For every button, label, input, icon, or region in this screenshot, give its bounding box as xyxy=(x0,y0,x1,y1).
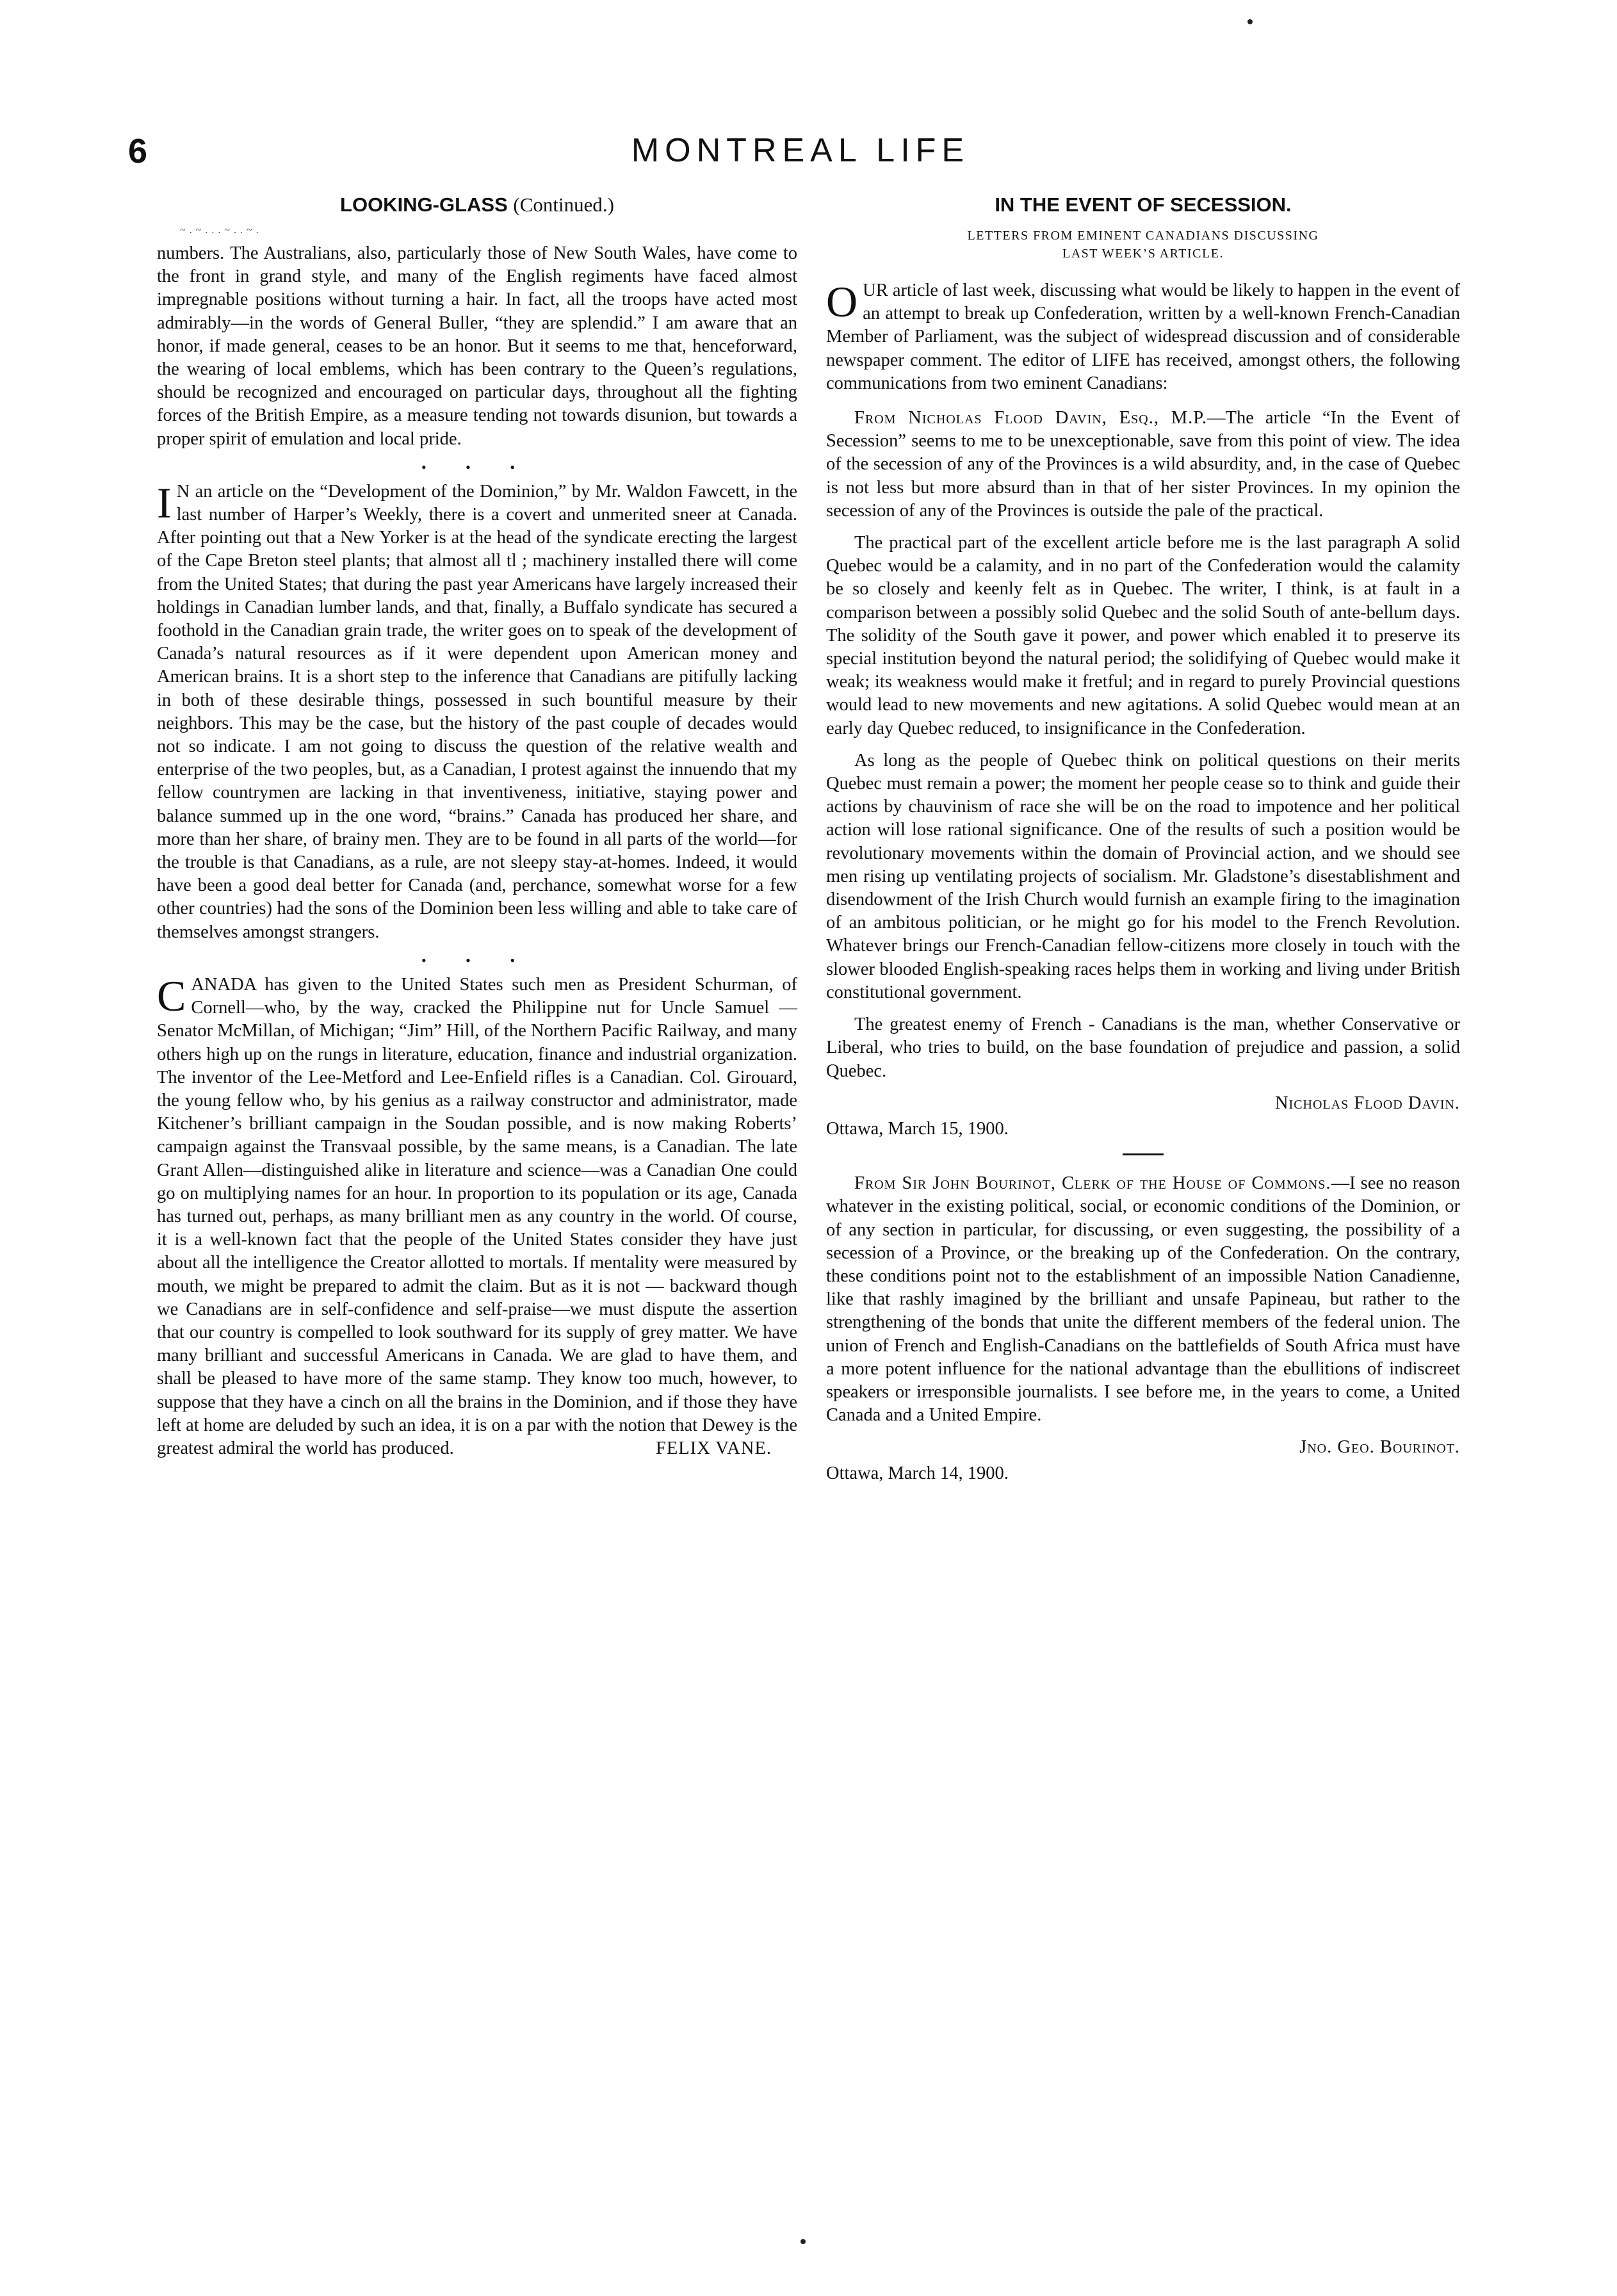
subheading-line-1: LETTERS FROM EMINENT CANADIANS DISCUSSING xyxy=(967,229,1319,243)
davin-letter-paragraph-4: The greatest enemy of French - Canadians is the man, whether Conservative or Liberal, who tries to build, on the base foundation of prejudice and passion, a solid Quebec. xyxy=(826,1014,1460,1081)
davin-letter-paragraph-3: As long as the people of Quebec think on political questions on their merits Quebec must remain a power; the moment her people cease so to think and guide their actions by chauvinism of race she will be on the road to impotence and her political action will lose rational significance. One of the results of such a position would be revolutionary movements within the domain of Provincial action, and we should see men rising up ventilating projects of socialism. Mr. Gladstone’s disestablishment and disendowment of the Irish Church would furnish an example firing to the imagination of an ambitous politician, or he might go for his model to the French Revolution. Whatever brings our French-Canadian fellow-citizens more closely in touch with the slower blooded English-speaking races helps them in working and living under British constitutional government. xyxy=(826,750,1460,1002)
paragraph-3-text: ANADA has given to the United States such men as President Schurman, of Cornell—who, by the way, cracked the Philippine nut for Uncle Samuel — Senator McMillan, of Michigan; “Jim” Hill, of the Northern Pacific Railway, and many others high up on the rungs in literature, education, finance and industrial organization. The inventor of the Lee-Metford and Lee-Enfield rifles is a Canadian. Col. Girouard, the young fellow who, by his genius as a railway constructor and administrator, made Kitchener’s brilliant campaign in the Soudan possible, and is now making Roberts’ campaign against the Transvaal possible, by the same means, is a Canadian. The late Grant Allen—distinguished alike in literature and science—was a Canadian One could go on multiplying names for an hour. In proportion to its population or its age, Canada has turned out, perhaps, as many brilliant men as any country in the world. Of course, it is a well-known fact that the people of the United States consider they have just about all the intelligence the Creator allotted to mortals. If mentality were measured by mouth, we might be prepared to admit the claim. But as it is not — backward though we Canadians are in self-confidence and self-praise—we must dispute the assertion that our country is compelled to look southward for its supply of grey matter. We have many brilliant and successful Americans in Canada. We are glad to have them, and shall be pleased to have more of the same stamp. They know too much, however, to suppose that they have a cinch on all the brains in the Dominion, and if those they have left at home are deluded by such an idea, it is on a par with the notion that Dewey is the greatest admiral the world has produced. xyxy=(157,974,797,1458)
masthead xyxy=(128,131,1473,176)
print-speck-top xyxy=(1247,19,1253,24)
davin-letter-paragraph-2: The practical part of the excellent article before me is the last paragraph A solid Quebec would be a calamity, and in no part of the Confederation would the calamity be so closely and keenly felt as in Quebec. The writer, I think, is at fault in a comparison between a possibly solid Quebec and the solid South of ante-bellum days. The solidity of the South gave it power, and power which enabled it to preserve its special institution beyond the natural period; the solidifying of Quebec would make it weak; its weakness would make it fretful; and in regard to purely Provincial questions would lead to new movements and new agitations. A solid Quebec would mean at an early day Quebec reduced, to insignificance in the Confederation. xyxy=(826,533,1460,738)
looking-glass-heading xyxy=(157,192,797,218)
secession-intro xyxy=(826,279,1460,395)
bourinot-signature: Jno. Geo. Bourinot. xyxy=(1299,1437,1460,1458)
author-signature: FELIX VANE. xyxy=(656,1438,772,1458)
davin-letter-paragraph-1 xyxy=(826,407,1460,523)
paragraph-2-text: N an article on the “Development of the Dominion,” by Mr. Waldon Fawcett, in the last number of Harper’s Weekly, there is a covert and unmerited sneer at Canada. After pointing out that a New Yorker is at the head of the syndicate erecting the largest of the Cape Breton steel plants; that almost all tl ; machinery installed there will come from the United States; that during the past year Americans have largely increased their holdings in Canadian lumber lands, and that, finally, a Buffalo syndicate has secured a foothold in the Canadian grain trade, the writer goes on to speak of the development of Canada’s natural resources as if it were dependent upon American money and American brains. It is a short step to the inference that Canadians are pitifully lacking in both of these desirable things, possessed in such bountiful measure by their neighbors. This may be the case, but the history of the past couple of decades would not so indicate. I am not going to discuss the question of the relative wealth and enterprise of the two peoples, but, as a Canadian, I protest against the innuendo that my fellow countrymen are lacking in that inventiveness, initiative, staying power and balance summed up in the one word, “brains.” Canada has produced her share, and more than her share, of brainy men. They are to be found in all parts of the world—for the trouble is that Canadians, as a rule, are not sleepy stay-at-homes. Indeed, it would have been a good deal better for Canada (and, perchance, somewhat worse for a few other countries) had the sons of the Dominion been less willing and able to take care of themselves amongst strangers. xyxy=(157,481,797,942)
davin-signature: Nicholas Flood Davin. xyxy=(1274,1093,1460,1113)
bourinot-letter-paragraph xyxy=(826,1172,1460,1427)
intro-text: UR article of last week, discussing what would be likely to happen in the event of an attempt to break up Confederation, written by a well-known French-Canadian Member of Parliament, was the subject of widespread discussion and of considerable newspaper comment. The editor of LIFE has received, amongst others, the following communications from two eminent Canadians: xyxy=(826,281,1460,393)
dropcap-i: I xyxy=(157,478,172,527)
continued-label: (Continued.) xyxy=(513,193,614,216)
looking-glass-paragraph-1: numbers. The Australians, also, particularly those of New South Wales, have come to the front in grand style, and many of the English regiments have faced almost impregnable positions without turning a hair. In fact, all the troops have acted most admirably—in the words of General Buller, “they are splendid.” I am aware that an honor, if made general, ceases to be an honor. But it seems to me that, henceforward, the wearing of local emblems, which has been contrary to the Queen’s regulations, should be recognized and encouraged on particular days, throughout all the fighting forces of the British Empire, as a measure tending not towards disunion, but towards a proper spirit of emulation and local pride. xyxy=(157,243,797,449)
secession-subheading xyxy=(865,227,1422,263)
subheading-line-2: LAST WEEK’S ARTICLE. xyxy=(1062,247,1224,261)
letter-divider xyxy=(1123,1153,1164,1155)
ornamental-squiggle: ~.~...~..~. xyxy=(180,225,263,236)
section-separator-1: • • • xyxy=(421,459,533,475)
bourinot-p1-text: —I see no reason whatever in the existing political, social, or economic conditions of the Dominion, or of any section in particular, for discussing, or even suggesting, the possibility of a secession of a Province, or the breaking up of the Confederation. On the contrary, these conditions point not to the establishment of an impossible Nation Canadienne, like that rashly imagined by the brilliant and unsafe Papineau, but rather to the strengthening of the bonds that unite the different members of the federal union. The union of French and English-Canadians on the battlefields of South Africa must have a more potent influence for the national advantage than the ebullitions of indiscreet speakers or irresponsible journalists. I see before me, in the years to come, a United Canada and a United Empire. xyxy=(826,1173,1461,1426)
journal-title: MONTREAL LIFE xyxy=(631,132,970,169)
looking-glass-title: LOOKING-GLASS xyxy=(340,193,508,216)
bourinot-dateline: Ottawa, March 14, 1900. xyxy=(826,1463,1009,1483)
looking-glass-paragraph-2 xyxy=(157,480,797,944)
looking-glass-paragraph-3 xyxy=(157,973,797,1460)
davin-dateline: Ottawa, March 15, 1900. xyxy=(826,1118,1009,1139)
dropcap-c: C xyxy=(157,971,186,1020)
davin-p1-text: —The article “In the Event of Secession” seems to me to be unexceptionable, save from this point of view. The idea of the secession of any of the Provinces is a wild absurdity, and, in the case of Quebec is not less but more absurd than in that of her sister Provinces. In my opinion the secession of any of the Provinces is outside the pale of the practical. xyxy=(826,408,1460,521)
section-separator-2: • • • xyxy=(421,952,533,968)
print-speck-bottom xyxy=(800,2239,806,2244)
secession-heading: IN THE EVENT OF SECESSION. xyxy=(995,193,1292,216)
bourinot-lead: From Sir John Bourinot, Clerk of the House of Commons. xyxy=(854,1173,1331,1194)
page-number: 6 xyxy=(128,132,148,170)
left-column xyxy=(157,192,797,1469)
dropcap-o: O xyxy=(826,277,858,326)
right-column xyxy=(826,192,1460,1485)
davin-lead: From Nicholas Flood Davin, Esq., M.P. xyxy=(854,408,1208,428)
